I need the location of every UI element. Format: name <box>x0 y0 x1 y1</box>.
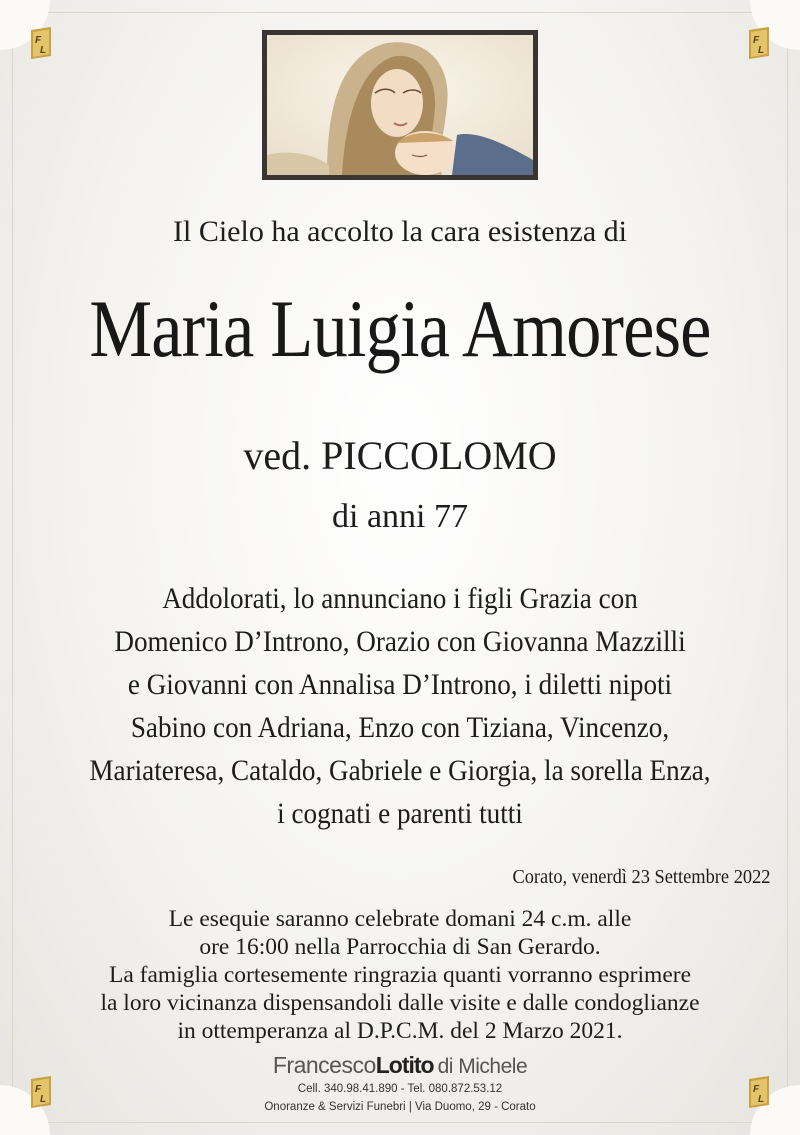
funeral-home-address: Via Duomo, 29 - Corato <box>415 1101 536 1113</box>
separator: | <box>408 1101 416 1113</box>
funeral-home-name <box>0 1052 800 1079</box>
funeral-line: la loro vicinanza dispensandoli dalle visite e dalle condoglianze <box>100 990 700 1016</box>
svg-text:L: L <box>40 45 47 56</box>
announcement-date: Corato, venerdì 23 Settembre 2022 <box>511 866 770 888</box>
funeral-details <box>0 905 800 1045</box>
svg-text:F: F <box>35 1084 42 1095</box>
funeral-home-suffix: di Michele <box>437 1055 528 1078</box>
funeral-line: La famiglia cortesemente ringrazia quanti vorranno esprimere <box>108 962 691 988</box>
funeral-home-first-name: Francesco <box>272 1052 376 1078</box>
intro-line: Il Cielo ha accolto la cara esistenza di <box>173 215 627 248</box>
fl-monogram-icon <box>28 26 54 60</box>
deceased-name: Maria Luigia Amorese <box>89 283 711 374</box>
body-line: e Giovanni con Annalisa D’Introno, i diletti nipoti <box>127 669 673 701</box>
body-line: Mariateresa, Cataldo, Gabriele e Giorgia, la sorella Enza, <box>89 755 711 787</box>
announcement-body <box>32 578 768 836</box>
body-line: Addolorati, lo annunciano i figli Grazia con <box>162 583 638 615</box>
funeral-home-services-address <box>0 1099 800 1115</box>
funeral-home-footer <box>0 1052 800 1115</box>
widow-of-line: ved. PICCOLOMO <box>243 433 557 478</box>
funeral-line: Le esequie saranno celebrate domani 24 c.m. alle <box>168 906 632 932</box>
funeral-home-services: Onoranze & Servizi Funebri <box>264 1101 406 1113</box>
svg-text:L: L <box>40 1094 47 1105</box>
age-line: di anni 77 <box>332 498 468 535</box>
body-line: i cognati e parenti tutti <box>277 798 523 830</box>
svg-text:F: F <box>35 35 42 46</box>
svg-text:F: F <box>753 1084 760 1095</box>
devotional-image-frame <box>262 30 538 180</box>
funeral-line: ore 16:00 nella Parrocchia di San Gerardo. <box>199 934 601 960</box>
svg-text:L: L <box>758 45 765 56</box>
svg-text:F: F <box>753 35 760 46</box>
madonna-and-child-image <box>267 35 533 175</box>
funeral-line: in ottemperanza al D.P.C.M. del 2 Marzo 2021. <box>177 1018 623 1044</box>
fl-monogram-icon <box>746 26 772 60</box>
funeral-home-last-name: Lotito <box>375 1052 434 1078</box>
svg-text:L: L <box>758 1094 765 1105</box>
funeral-home-contacts: Cell. 340.98.41.890 - Tel. 080.872.53.12 <box>297 1083 503 1095</box>
body-line: Domenico D’Introno, Orazio con Giovanna Mazzilli <box>114 626 686 658</box>
body-line: Sabino con Adriana, Enzo con Tiziana, Vincenzo, <box>130 712 670 744</box>
